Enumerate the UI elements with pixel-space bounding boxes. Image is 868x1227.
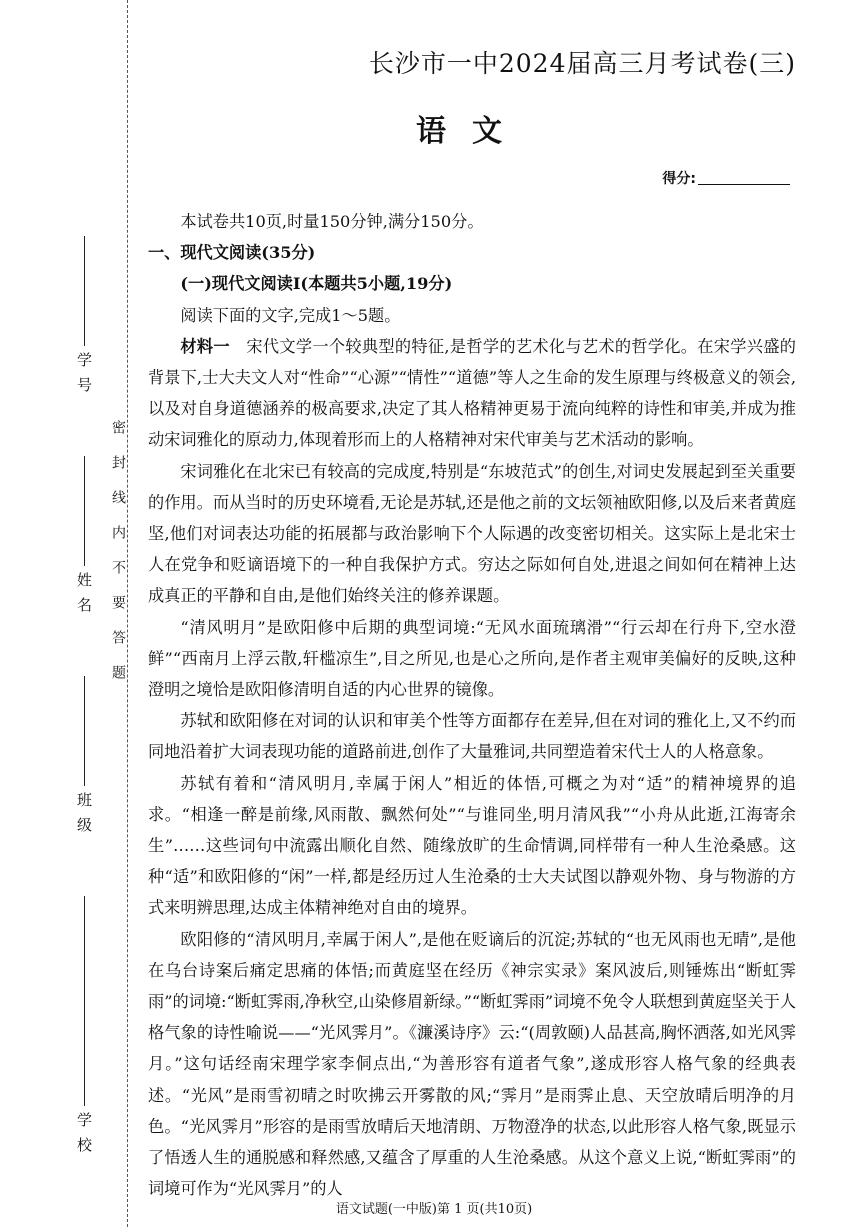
class-field[interactable] [72, 670, 96, 842]
student-number-field[interactable] [72, 230, 96, 402]
subject-title: 语文 [416, 114, 528, 149]
student-info [72, 230, 96, 1210]
score-label: 得分: [662, 171, 696, 187]
exam-title: 长沙市一中2024届高三月考试卷(三) [368, 49, 796, 78]
section-title: 一、现代文阅读(35分) [148, 243, 316, 263]
student-number-label: 学号 [75, 352, 93, 402]
material-paragraph: 宋词雅化在北宋已有较高的完成度,特别是“东坡范式”的创生,对词史发展起到至关重要的作用。而从当时的历史环境看,无论是苏轼,还是他之前的文坛领袖欧阳修,以及后来者黄庭坚,他们对词表达功能的拓展都与政治影响下个人际遇的改变密切相关。这实际上是北宋士人在党争和贬谪语境下的一种自我保护方式。穷达之际如何自处,进退之间如何在精神上达成真正的平静和自由,是他们始终关注的修养课题。 [148, 461, 796, 606]
material-paragraph [148, 331, 796, 456]
material-paragraph: 欧阳修的“清风明月,幸属于闲人”,是他在贬谪后的沉淀;苏轼的“也无风雨也无晴”,是他在乌台诗案后痛定思痛的体悟;而黄庭坚在经历《神宗实录》案风波后,则锤炼出“断虹霁雨”的词境:“断虹霁雨,净秋空,山染修眉新绿。”“断虹霁雨”词境不免令人联想到黄庭坚关于人格气象的诗性喻说——“光风霁月”。《濂溪诗序》云:“(周敦颐)人品甚高,胸怀洒落,如光风霁月。”这句话经南宋理学家李侗点出,“为善形容有道者气象”,遂成形容人格气象的经典表述。“光风”是雨雪初晴之时吹拂云开雾散的风;“霁月”是雨霁止息、天空放晴后明净的月色。“光风霁月”形容的是雨雪放晴后天地清朗、万物澄净的状态,以此形容人格气象,既显示了悟透人生的通脱感和释然感,又蕴含了厚重的人生沧桑感。从这个意义上说,“断虹霁雨”的词境可作为“光风霁月”的人 [148, 929, 796, 1199]
school-field[interactable] [72, 890, 96, 1162]
student-number-blank[interactable] [84, 236, 85, 346]
material-paragraph: “清风明月”是欧阳修中后期的典型词境:“无风水面琉璃滑”“行云却在行舟下,空水澄鲜”“西南月上浮云散,轩槛凉生”,目之所见,也是心之所向,是作者主观审美偏好的反映,这种澄明之境恰是欧阳修清明自适的内心世界的镜像。 [148, 617, 796, 700]
school-label: 学校 [75, 1112, 93, 1162]
exam-body [148, 206, 796, 1205]
exam-page [148, 0, 796, 1227]
binding-margin [0, 0, 130, 1227]
section-subtitle: (一)现代文阅读Ⅰ(本题共5小题,19分) [180, 274, 453, 294]
name-blank[interactable] [84, 456, 85, 566]
score-blank[interactable] [698, 184, 790, 185]
material-label: 材料一 [180, 336, 230, 356]
school-blank[interactable] [84, 896, 85, 1106]
paragraph-text: 宋代文学一个较典型的特征,是哲学的艺术化与艺术的哲学化。在宋学兴盛的背景下,士大夫文人对“性命”“心源”“情性”“道德”等人之生命的发生原理与终极意义的领会,以及对自身道德涵养的极高要求,决定了其人格精神更易于流向纯粹的诗性和审美,并成为推动宋词雅化的原动力,体现着形而上的人格精神对宋代审美与艺术活动的影响。 [148, 336, 796, 450]
score-box[interactable] [662, 168, 790, 188]
seal-notice: 密封线内不要答题 [110, 420, 126, 700]
exam-intro: 本试卷共10页,时量150分钟,满分150分。 [180, 212, 484, 231]
name-field[interactable] [72, 450, 96, 622]
class-label: 班级 [75, 792, 93, 842]
material-paragraph: 苏轼有着和“清风明月,幸属于闲人”相近的体悟,可概之为对“适”的精神境界的追求。“相逢一醉是前缘,风雨散、飘然何处”“与谁同坐,明月清风我”“小舟从此逝,江海寄余生”……这些词句中流露出顺化自然、随缘放旷的生命情调,同样带有一种人生沧桑感。这种“适”和欧阳修的“闲”一样,都是经历过人生沧桑的士大夫试图以静观外物、身与物游的方式来明辨思理,达成主体精神绝对自由的境界。 [148, 773, 796, 918]
material-paragraph: 苏轼和欧阳修在对词的认识和审美个性等方面都存在差异,但在对词的雅化上,又不约而同地沿着扩大词表现功能的道路前进,创作了大量雅词,共同塑造着宋代士人的人格意象。 [148, 711, 796, 762]
class-blank[interactable] [84, 676, 85, 786]
name-label: 姓名 [75, 572, 93, 622]
page-footer: 语文试题(一中版)第 1 页(共10页) [335, 1202, 533, 1217]
instruction: 阅读下面的文字,完成1～5题。 [180, 305, 401, 325]
